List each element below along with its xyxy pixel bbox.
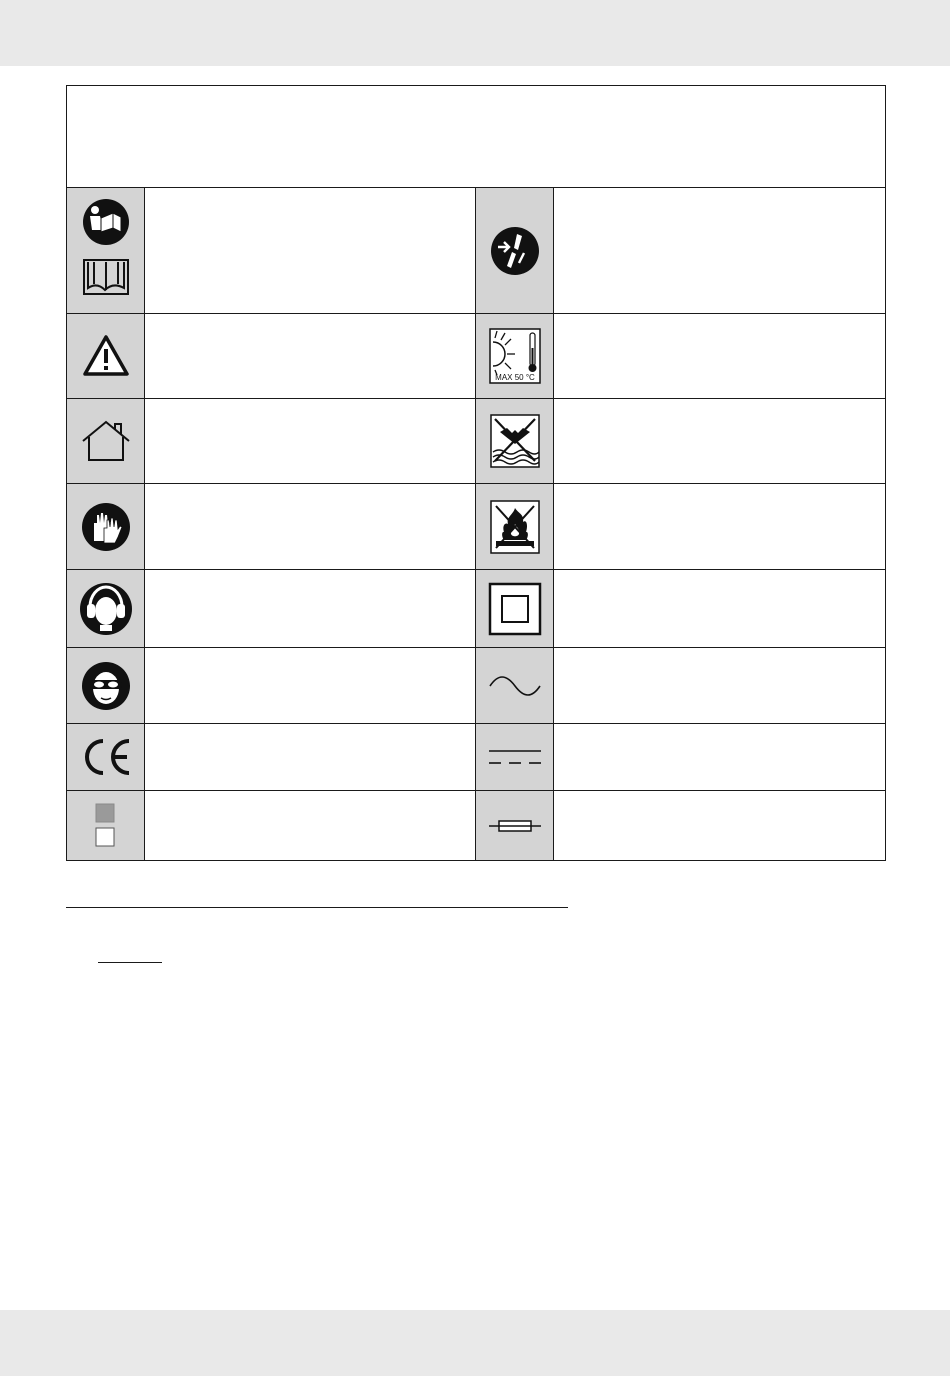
icon-cell xyxy=(67,648,145,724)
icon-cell xyxy=(476,570,554,648)
ce-mark-icon xyxy=(79,737,133,777)
max-temperature-icon xyxy=(489,328,541,384)
color-swatch xyxy=(96,804,114,822)
description-cell xyxy=(145,648,476,724)
no-water-icon xyxy=(490,414,540,468)
table-row xyxy=(67,791,886,861)
icon-cell xyxy=(476,724,554,791)
icon-cell xyxy=(67,570,145,648)
icon-cell xyxy=(476,188,554,314)
symbol-table-header xyxy=(67,86,886,188)
disconnect-plug-icon xyxy=(489,225,541,277)
fire-hazard-icon xyxy=(490,500,540,554)
description-cell xyxy=(145,484,476,570)
max-temperature-caption: MAX 50 °C xyxy=(494,373,535,382)
direct-current-icon xyxy=(487,748,543,766)
description-cell xyxy=(145,570,476,648)
description-cell xyxy=(554,724,886,791)
symbol-table xyxy=(66,85,886,861)
fuse-icon xyxy=(487,818,543,834)
section-heading xyxy=(66,884,568,904)
color-swatch xyxy=(96,828,114,846)
alternating-current-icon xyxy=(488,676,542,696)
description-cell xyxy=(554,570,886,648)
icon-cell xyxy=(476,314,554,399)
description-cell xyxy=(145,399,476,484)
icon-cell xyxy=(67,724,145,791)
section-heading-underline xyxy=(66,907,568,908)
table-row xyxy=(67,648,886,724)
description-cell xyxy=(554,399,886,484)
table-row xyxy=(67,570,886,648)
icon-cell xyxy=(67,314,145,399)
protection-class-ii-icon xyxy=(488,582,542,636)
description-cell xyxy=(145,188,476,314)
icon-cell xyxy=(476,648,554,724)
subsection-heading xyxy=(98,940,298,960)
icon-cell xyxy=(476,484,554,570)
page-top-band xyxy=(0,0,950,66)
description-cell xyxy=(554,791,886,861)
warning-triangle-icon xyxy=(82,334,130,378)
led-indicator-colors-icon xyxy=(94,802,118,850)
ear-protection-icon xyxy=(79,581,133,637)
description-cell xyxy=(554,188,886,314)
icon-cell xyxy=(67,399,145,484)
icon-cell xyxy=(476,399,554,484)
table-row xyxy=(67,314,886,399)
description-cell xyxy=(145,791,476,861)
description-cell xyxy=(554,314,886,399)
icon-cell xyxy=(67,188,145,314)
icon-cell xyxy=(476,791,554,861)
table-row xyxy=(67,188,886,314)
description-cell xyxy=(554,484,886,570)
description-cell xyxy=(145,314,476,399)
eye-protection-icon xyxy=(80,660,132,712)
page-bottom-band xyxy=(0,1310,950,1376)
icon-cell xyxy=(67,484,145,570)
table-row xyxy=(67,724,886,791)
read-manual-icon xyxy=(80,196,132,306)
wear-gloves-icon xyxy=(80,501,132,553)
table-row xyxy=(67,484,886,570)
description-cell xyxy=(145,724,476,791)
subsection-heading-underline xyxy=(98,962,162,963)
icon-cell xyxy=(67,791,145,861)
table-row xyxy=(67,399,886,484)
description-cell xyxy=(554,648,886,724)
indoor-use-house-icon xyxy=(80,419,132,463)
